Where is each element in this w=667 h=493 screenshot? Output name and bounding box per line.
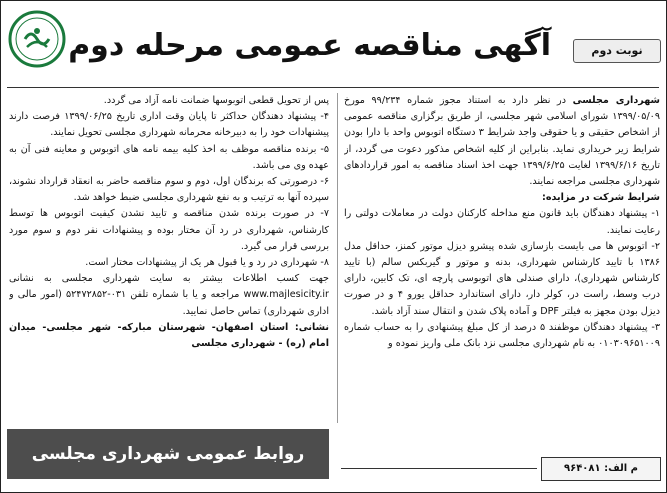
header-divider	[7, 87, 659, 88]
condition-4: ۴- پیشنهاد دهندگان حداکثر تا پایان وقت اداری تاریخ ۱۳۹۹/۰۶/۲۵ فرصت دارند پیشنهادات خود را به دبیرخانه محرمانه شهرداری مجلسی تحویل نمایند.	[9, 111, 329, 139]
municipality-logo	[7, 9, 67, 71]
conditions-heading: شرایط شرکت در مزایده:	[541, 192, 660, 204]
address-label: نشانی:	[294, 321, 329, 333]
intro-text: در نظر دارد به استناد مجوز شماره ۹۹/۲۳۴ مورخ ۱۳۹۹/۰۵/۰۹ شورای اسلامی شهر مجلسی، از طریق برگزاری مناقصه عمومی از اشخاص حقیقی و یا حقوقی واجد شرایط ۳ دستگاه اتوبوس واحد با دارا بودن شرایط زیر خریداری نماید. بنابراین از کلیه اشخاص مذکور دعوت می گردد، از تاریخ ۱۳۹۹/۶/۱۶ لغایت ۱۳۹۹/۶/۲۵ جهت اخذ اسناد مناقصه به امور قراردادهای شهرداری مجلسی مراجعه نمایند.	[344, 95, 660, 188]
address-text: استان اصفهان- شهرستان مبارکه- شهر مجلسی- میدان امام (ره) - شهرداری مجلسی	[9, 321, 329, 350]
condition-8: ۸- شهرداری در رد و یا قبول هر یک از پیشنهادات مختار است.	[85, 257, 329, 269]
condition-3: ۳- پیشنهاد دهندگان موظفند ۵ درصد از کل مبلغ پیشنهادی را به حساب شماره ۰۱۰۳۰۹۶۵۱۰۰۹ به نام شهرداری مجلسی نزد بانک ملی واریز نموده و	[344, 321, 660, 350]
condition-7: ۷- در صورت برنده شدن مناقصه و تایید نشدن کیفیت اتوبوس ها توسط کارشناس، شهرداری در رد آن مختار بوده و پیشنهادات نفر دوم و سوم مورد بررسی قرار می گیرد.	[9, 208, 329, 252]
condition-5: ۵- برنده مناقصه موظف به اخذ کلیه بیمه نامه های اتوبوس و معاینه فنی آن به عهده وی می باشد.	[9, 143, 329, 171]
condition-1: ۱- پیشنهاد دهندگان باید قانون منع مداخله کارکنان دولت در معاملات دولتی را رعایت نمایند.	[344, 208, 660, 236]
left-column	[9, 93, 329, 423]
public-relations-banner: روابط عمومی شهرداری مجلسی	[7, 429, 329, 479]
address-line	[9, 320, 329, 352]
right-column	[344, 93, 660, 423]
intro-paragraph	[344, 93, 660, 190]
round-badge: نوبت دوم	[573, 39, 661, 63]
guarantee-release: پس از تحویل قطعی اتوبوسها ضمانت نامه آزاد می گردد.	[103, 95, 329, 106]
notice-code: م الف: ۹۶۴۰۸۱	[541, 457, 661, 481]
footer-divider	[341, 468, 537, 469]
intro-lead: شهرداری مجلسی	[572, 95, 660, 106]
notice-title: آگهی مناقصه عمومی مرحله دوم	[68, 28, 551, 63]
contact-info: جهت کسب اطلاعات بیشتر به سایت شهرداری مجلسی به نشانی www.majlesicity.ir مراجعه و یا با شماره تلفن ۰۳۱-۵۲۴۷۲۸۵۲ (امور مالی و اداری شهرداری) تماس حاصل نمایید.	[9, 273, 329, 317]
column-divider	[337, 93, 338, 423]
condition-2: ۲- اتوبوس ها می بایست بازسازی شده پیشرو دیزل موتور کمنز، حداقل مدل ۱۳۸۶ با تایید کارشناس شهرداری، بدنه و موتور و گیربکس سالم (با تایید کارشناس شهرداری)، دارای صندلی های اتوبوسی پارچه ای، تک کابین، دارای درب وسط، راست در، کولر دار، دارای استاندارد حداقل یورو ۴ و در صورت دیزل بودن مجهز به فیلتر DPF و آماده پلاک شدن و انتقال سند آزاد باشد.	[344, 240, 660, 317]
condition-6: ۶- درصورتی که برندگان اول، دوم و سوم مناقصه حاضر به انعقاد قرارداد نشوند، سپرده آنها به ترتیب و به نفع شهرداری مجلسی ضبط خواهد شد.	[9, 176, 329, 204]
